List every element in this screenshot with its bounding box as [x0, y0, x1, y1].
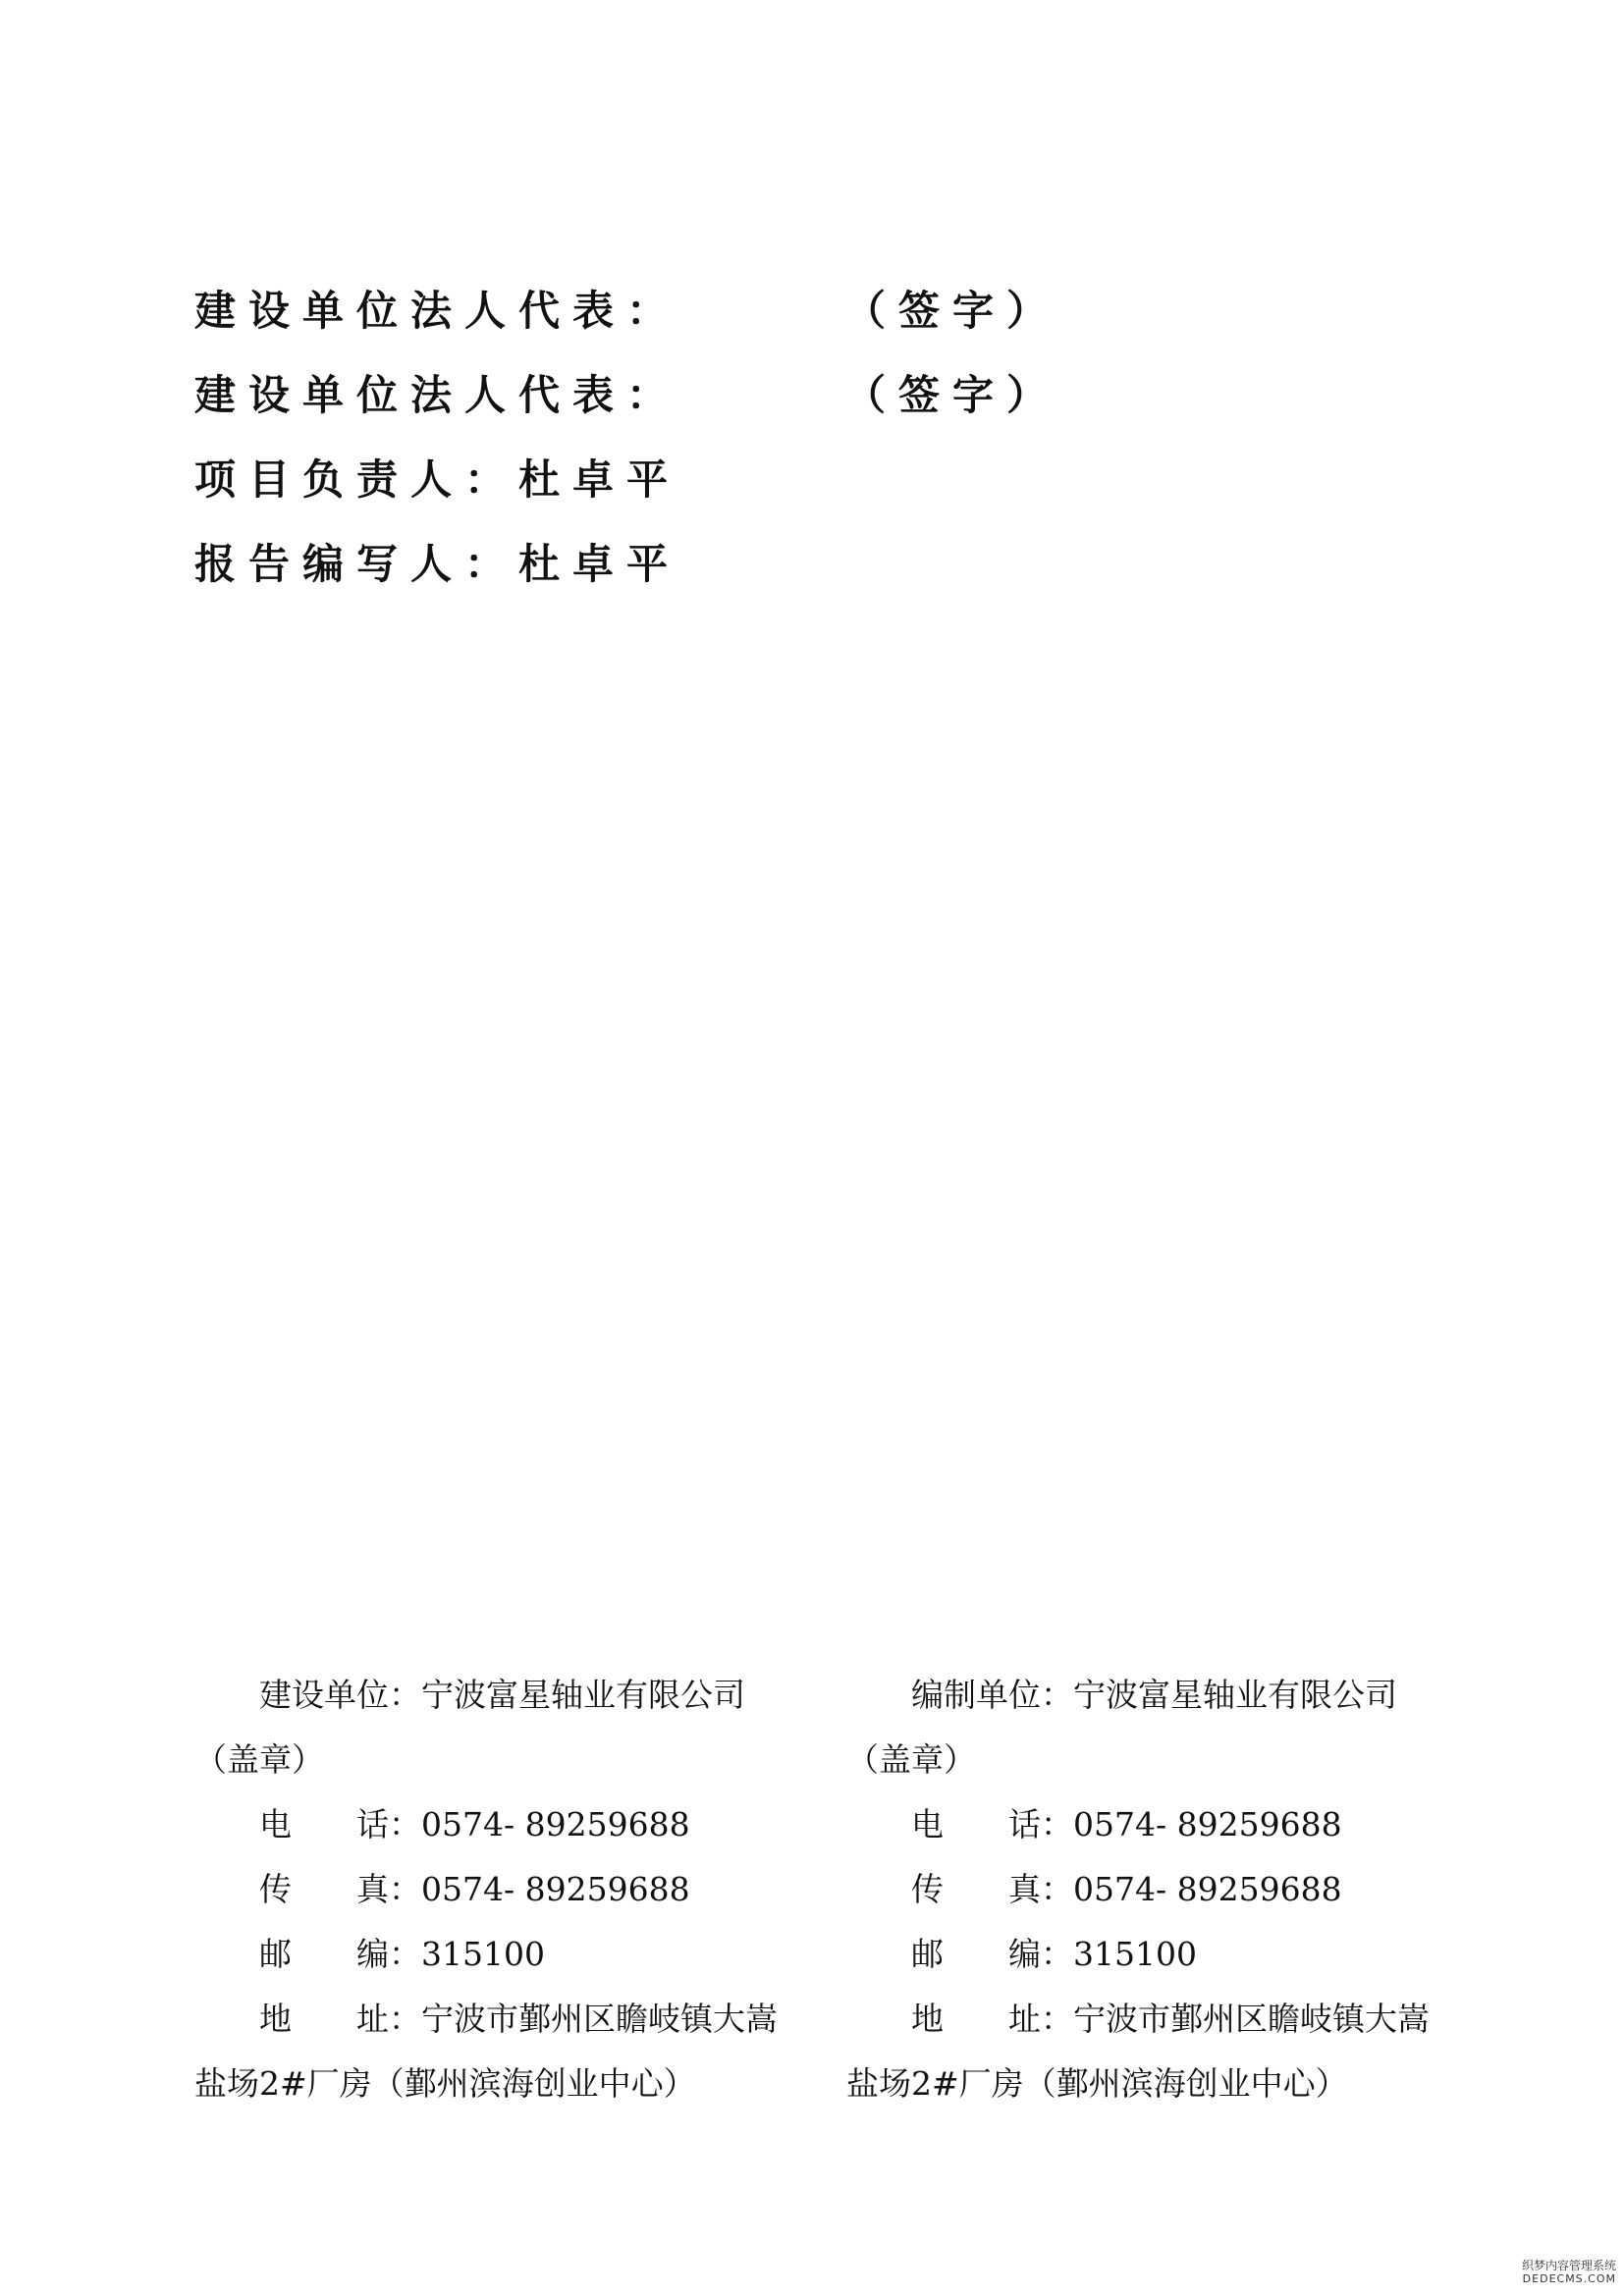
construction-unit-row: [194, 1663, 803, 1728]
construction-unit-value: 宁波富星轴业有限公司: [421, 1676, 745, 1714]
compiling-fax-value: 0574- 89259688: [1073, 1870, 1342, 1908]
legal-rep-label-1: 建设单位法人代表：: [194, 287, 681, 335]
compiling-phone-row: [846, 1792, 1455, 1857]
compiling-fax-row: [846, 1857, 1455, 1922]
compiling-unit-label: 编制单位：: [911, 1676, 1073, 1714]
legal-rep-line-1: [194, 287, 681, 335]
construction-unit-label: 建设单位：: [259, 1676, 421, 1714]
compiling-unit-row: [846, 1663, 1455, 1728]
project-lead-name: 杜卓平: [518, 455, 681, 504]
compiling-postcode-row: [846, 1922, 1455, 1987]
watermark-line-2: DEDECMS.COM: [1522, 2272, 1616, 2285]
construction-address-row: [194, 1987, 803, 2052]
report-writer-label: 报告编写人：: [194, 540, 519, 588]
construction-fax-row: [194, 1857, 803, 1922]
report-writer-name: 杜卓平: [518, 540, 681, 588]
construction-phone-label: 电 话：: [259, 1805, 421, 1843]
legal-rep-line-2: [194, 371, 681, 419]
compiling-unit-value: 宁波富星轴业有限公司: [1073, 1676, 1397, 1714]
compiling-postcode-label: 邮 编：: [911, 1935, 1073, 1973]
construction-seal-row: [194, 1728, 803, 1792]
construction-postcode-value: 315100: [421, 1935, 545, 1973]
compiling-postcode-value: 315100: [1073, 1935, 1197, 1973]
compiling-phone-label: 电 话：: [911, 1805, 1073, 1843]
compiling-fax-label: 传 真：: [911, 1870, 1073, 1908]
construction-fax-label: 传 真：: [259, 1870, 421, 1908]
project-lead-label: 项目负责人：: [194, 455, 519, 504]
compiling-seal: （盖章）: [846, 1740, 976, 1779]
legal-rep-label-2: 建设单位法人代表：: [194, 371, 681, 419]
signature-note-2: （签字）: [844, 371, 1061, 419]
construction-seal: （盖章）: [194, 1740, 324, 1779]
compiling-address-row: [846, 1987, 1455, 2052]
compiling-address-value-2: 盐场2#厂房（鄞州滨海创业中心）: [846, 2064, 1348, 2103]
construction-postcode-label: 邮 编：: [259, 1935, 421, 1973]
report-writer-line: [194, 540, 681, 588]
construction-phone-value: 0574- 89259688: [421, 1805, 690, 1843]
compiling-address-label: 地 址：: [911, 2000, 1073, 2038]
watermark: [1522, 2259, 1616, 2286]
construction-address-value-1: 宁波市鄞州区瞻岐镇大嵩: [421, 2000, 778, 2038]
project-lead-line: [194, 455, 681, 504]
compiling-phone-value: 0574- 89259688: [1073, 1805, 1342, 1843]
construction-postcode-row: [194, 1922, 803, 1987]
signature-note-1: （签字）: [844, 287, 1061, 335]
construction-address-value-2: 盐场2#厂房（鄞州滨海创业中心）: [194, 2064, 696, 2103]
compiling-address-value-1: 宁波市鄞州区瞻岐镇大嵩: [1073, 2000, 1430, 2038]
compiling-seal-row: [846, 1728, 1455, 1792]
construction-address-label: 地 址：: [259, 2000, 421, 2038]
compiling-unit-info: [846, 1663, 1455, 2116]
watermark-line-1: 织梦内容管理系统: [1521, 2259, 1616, 2272]
construction-address-continuation-row: [194, 2052, 803, 2116]
construction-phone-row: [194, 1792, 803, 1857]
construction-fax-value: 0574- 89259688: [421, 1870, 690, 1908]
compiling-address-continuation-row: [846, 2052, 1455, 2116]
construction-unit-info: [194, 1663, 803, 2116]
